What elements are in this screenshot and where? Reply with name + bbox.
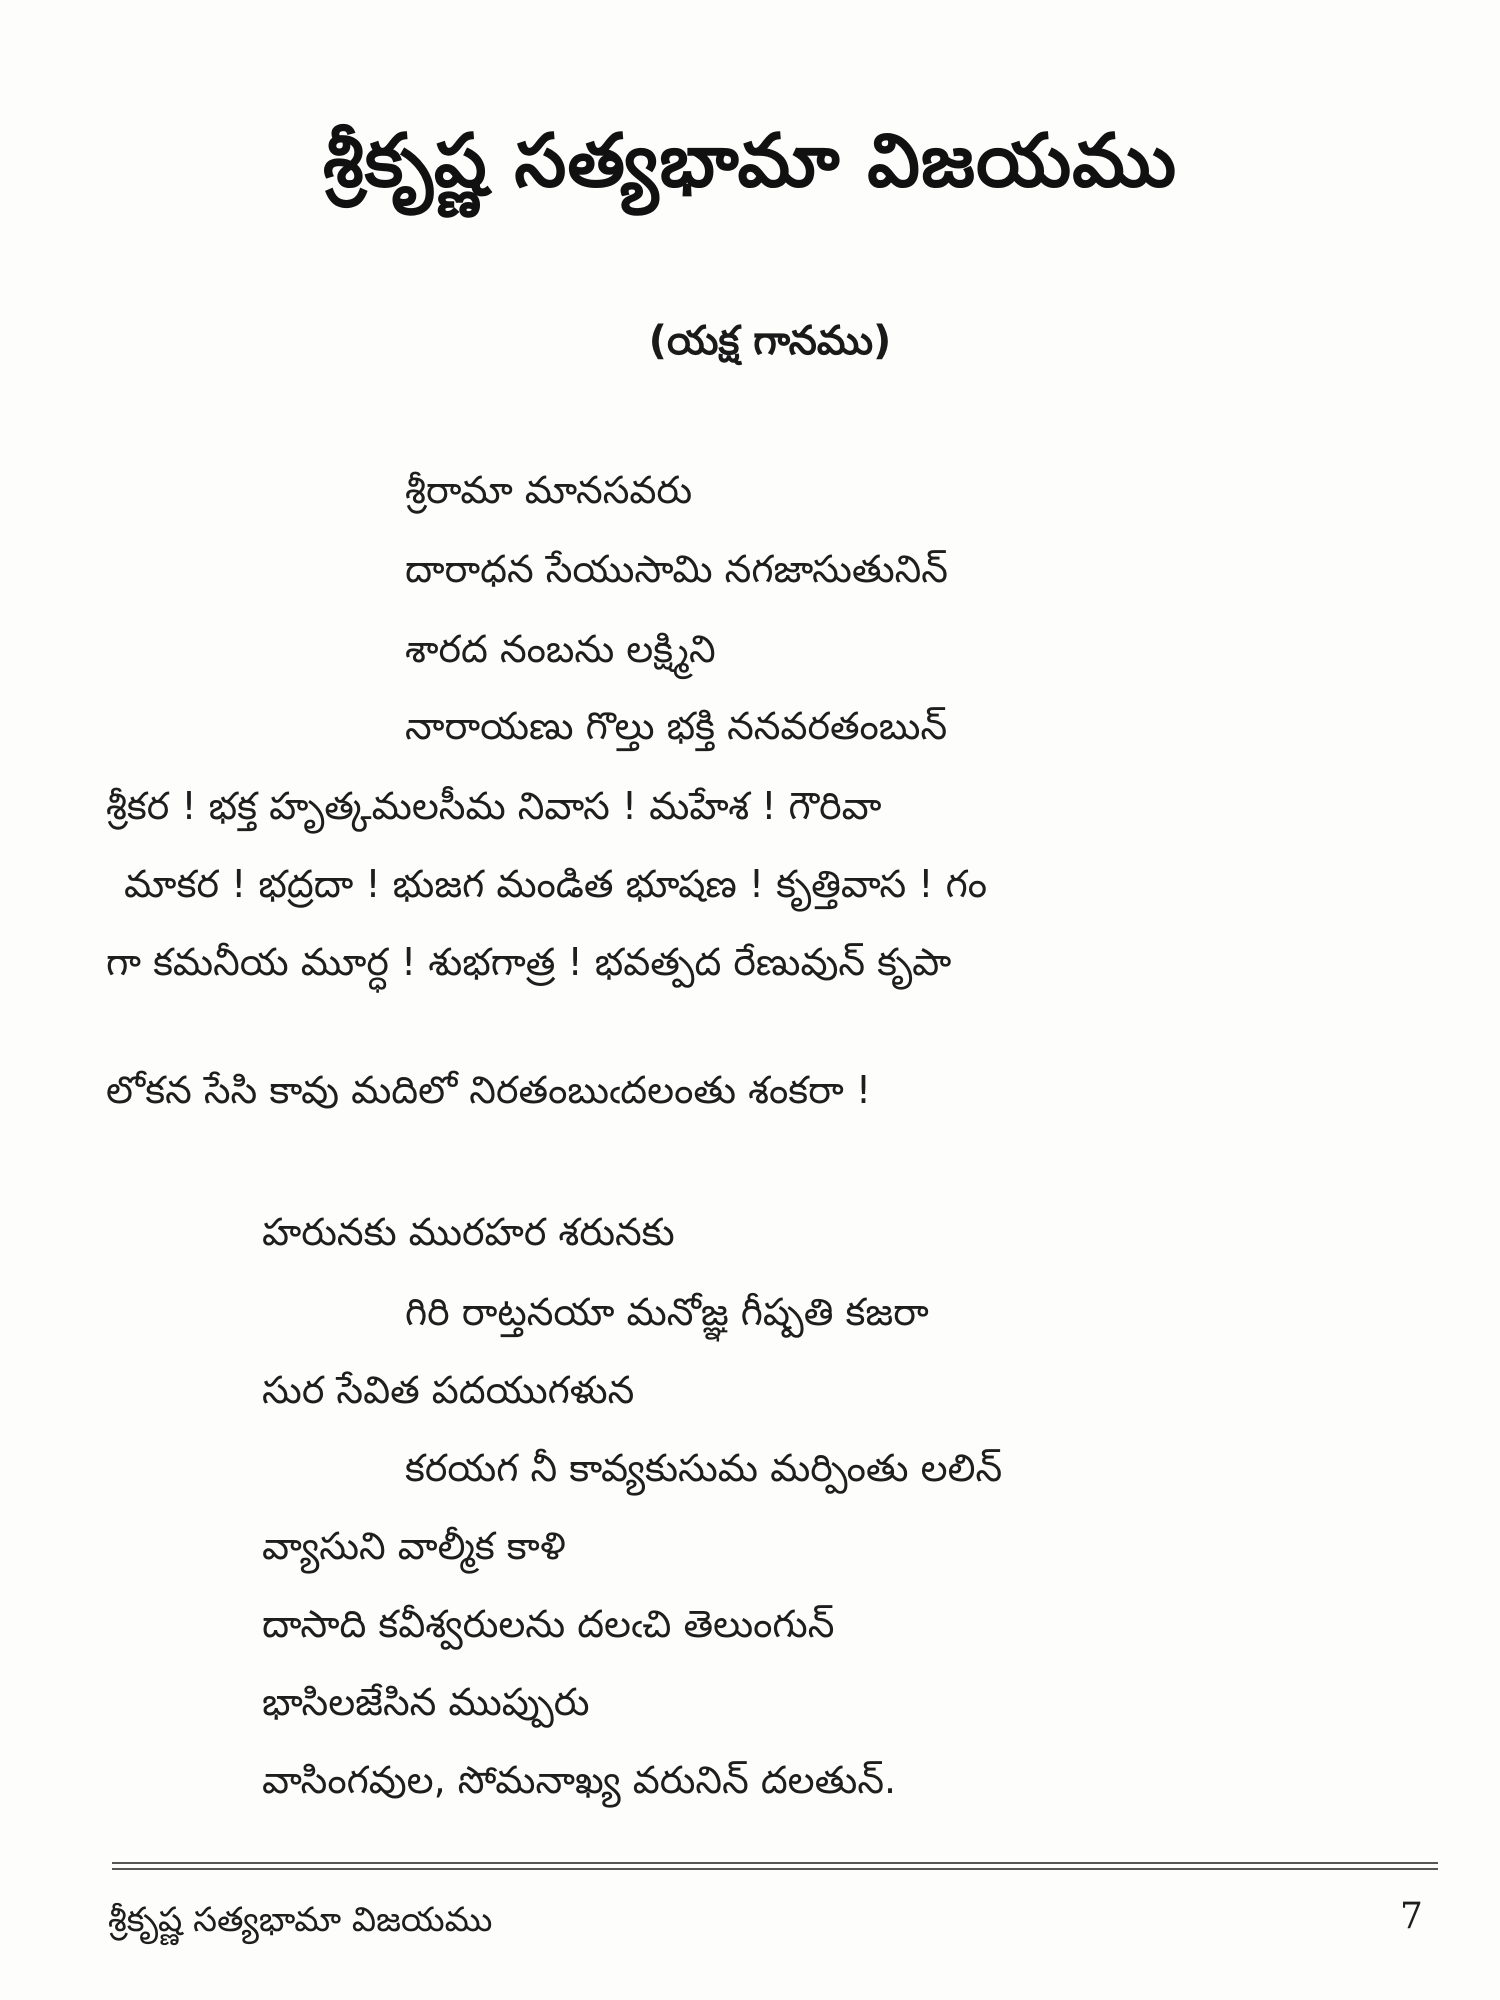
verse-line: గా కమనీయ మూర్ధ ! శుభగాత్ర ! భవత్పద రేణువున్ కృపా [106,940,952,984]
verse-line: లోకన సేసి కావు మదిలో నిరతంబుఁదలంతు శంకరా ! [106,1068,872,1112]
page-title: శ్రీకృష్ణ సత్యభామా విజయము [322,118,1178,204]
verse-line: దాసాది కవీశ్వరులను దలఁచి తెలుంగున్ [262,1602,835,1646]
verse-line: శారద నంబను లక్ష్మిని [405,627,716,671]
footer-rule-top [112,1862,1438,1864]
page-number: 7 [1400,1896,1423,1937]
running-title: శ్రీకృష్ణ సత్యభామా విజయము [108,1900,493,1940]
verse-line: శ్రీకర ! భక్త హృత్కమలసీమ నివాస ! మహేశ ! గౌరివా [106,784,882,828]
verse-line: వ్యాసుని వాల్మీక కాళి [262,1524,566,1568]
verse-line: గిరి రాట్తనయా మనోజ్ఞ గీష్పతి కజరా [405,1290,929,1334]
verse-line: హరునకు మురహర శరునకు [262,1210,675,1254]
verse-line: మాకర ! భద్రదా ! భుజగ మండిత భూషణ ! కృత్తివాస ! గం [124,862,988,906]
verse-line: వాసింగవుల, సోమనాఖ్య వరునిన్ దలతున్. [262,1758,897,1802]
verse-line: దారాధన సేయుసామి నగజాసుతునిన్ [405,547,948,591]
verse-line: నారాయణు గొల్తు భక్తి ననవరతంబున్ [405,704,948,748]
verse-line: భాసిలజేసిన ముప్పురు [262,1680,590,1724]
footer-rule-bottom [112,1868,1438,1870]
verse-line: శ్రీరామా మానసవరు [405,468,693,512]
page-subtitle: (యక్ష గానము) [648,318,892,364]
verse-line: కరయగ నీ కావ్యకుసుమ మర్పింతు లలిన్ [405,1446,1003,1490]
verse-line: సుర సేవిత పదయుగళున [262,1368,635,1412]
